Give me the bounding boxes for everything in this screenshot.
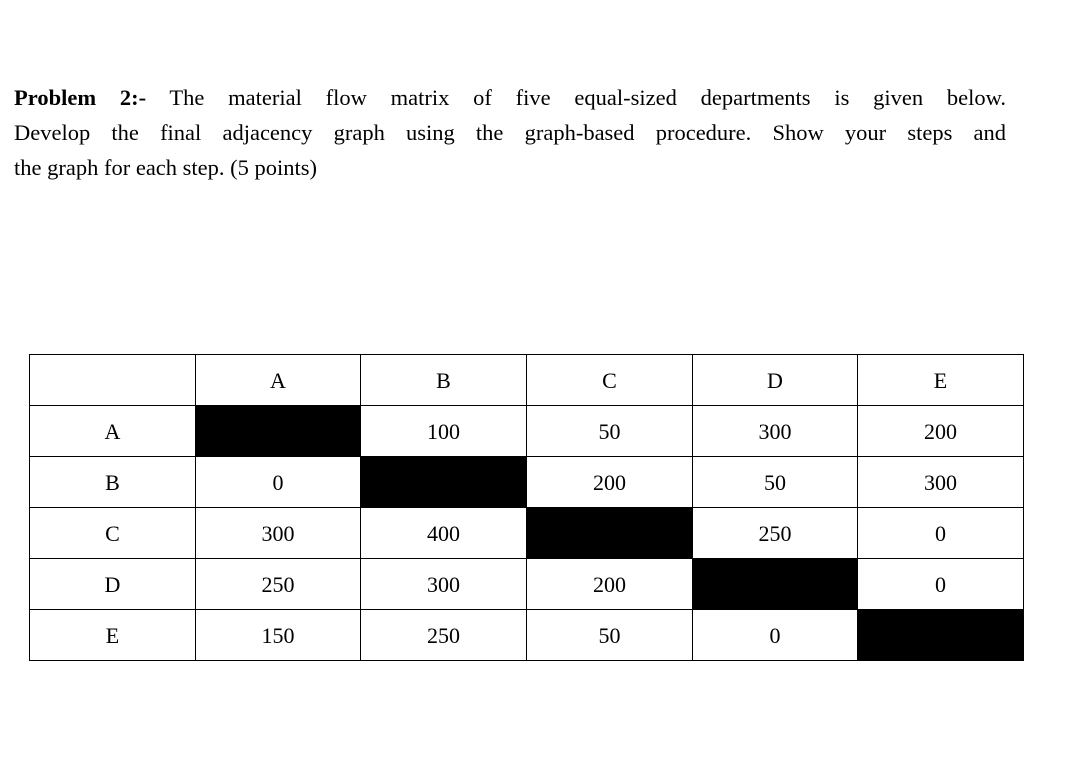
matrix-header-row [30,355,1024,406]
column-header-c: C [527,355,693,406]
problem-line-1 [14,80,1006,115]
cell-e-c: 50 [527,610,693,661]
cell-d-b: 300 [361,559,527,610]
cell-b-a: 0 [196,457,361,508]
cell-c-b: 400 [361,508,527,559]
row-header-e: E [30,610,196,661]
cell-c-e: 0 [858,508,1024,559]
cell-b-e: 300 [858,457,1024,508]
cell-c-d: 250 [693,508,858,559]
cell-a-d: 300 [693,406,858,457]
cell-e-d: 0 [693,610,858,661]
cell-d-a: 250 [196,559,361,610]
matrix-row-b [30,457,1024,508]
row-header-a: A [30,406,196,457]
problem-line-3: the graph for each step. (5 points) [14,155,318,180]
diagonal-cell-d-d [693,559,858,610]
cell-a-c: 50 [527,406,693,457]
problem-label: Problem 2:- [14,85,147,110]
row-header-c: C [30,508,196,559]
problem-text-1: The material flow matrix of five equal-sized departments is given below. [146,85,1006,110]
cell-a-b: 100 [361,406,527,457]
row-header-d: D [30,559,196,610]
cell-d-e: 0 [858,559,1024,610]
column-header-b: B [361,355,527,406]
cell-d-c: 200 [527,559,693,610]
diagonal-cell-c-c [527,508,693,559]
matrix-row-a [30,406,1024,457]
column-header-d: D [693,355,858,406]
cell-a-e: 200 [858,406,1024,457]
matrix-row-c [30,508,1024,559]
cell-b-d: 50 [693,457,858,508]
diagonal-cell-e-e [858,610,1024,661]
cell-c-a: 300 [196,508,361,559]
material-flow-matrix [29,354,1024,661]
diagonal-cell-b-b [361,457,527,508]
diagonal-cell-a-a [196,406,361,457]
cell-b-c: 200 [527,457,693,508]
row-header-b: B [30,457,196,508]
cell-e-a: 150 [196,610,361,661]
column-header-a: A [196,355,361,406]
matrix-row-e [30,610,1024,661]
problem-line-2: Develop the final adjacency graph using the graph-based procedure. Show your steps and [14,120,1006,145]
matrix-row-d [30,559,1024,610]
cell-e-b: 250 [361,610,527,661]
matrix-corner-cell [30,355,196,406]
column-header-e: E [858,355,1024,406]
problem-statement [14,80,1006,185]
